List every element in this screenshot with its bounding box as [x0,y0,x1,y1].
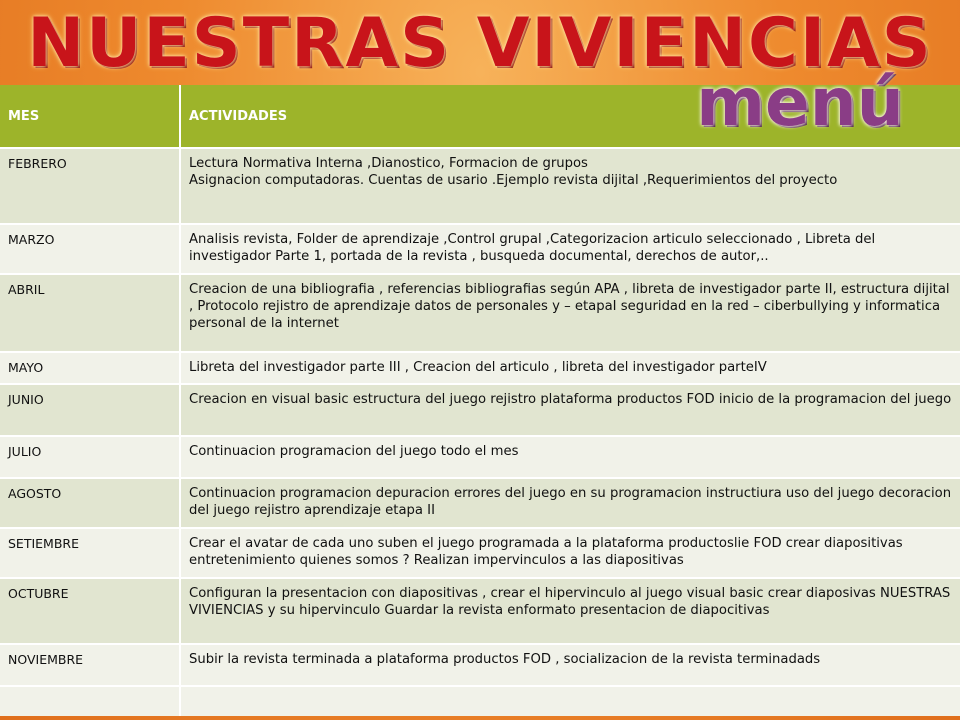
table-row [0,352,960,384]
activities-cell [180,528,960,578]
activities-cell [180,644,960,686]
month-cell: FEBRERO [0,148,180,224]
activity-text: Creacion en visual basic estructura del juego rejistro plataforma productos FOD inicio de la programacion del juego [189,392,952,407]
activities-cell [180,578,960,644]
activity-text: Creacion de una bibliografia , referencias bibliografias según APA , libreta de investigador parte II, estructura dijital , Protocolo rejistro de aprendizaje datos de personales y – etapaI seguridad en la red – ciberbullying y informatica personal de la internet [189,282,950,331]
activity-text: Analisis revista, Folder de aprendizaje ,Control grupal ,Categorizacion articulo seleccionado , Libreta del investigador Parte 1, portada de la revista , busqueda documental, derechos de autor,.. [189,232,876,264]
month-cell: MARZO [0,224,180,274]
month-cell: ABRIL [0,274,180,352]
activities-cell [180,148,960,224]
month-cell: JUNIO [0,384,180,436]
table-body [0,148,960,716]
table-row [0,274,960,352]
table-row [0,686,960,716]
table-row [0,436,960,478]
month-cell [0,686,180,716]
activities-cell [180,352,960,384]
activities-cell [180,384,960,436]
header-month: MES [0,85,180,148]
month-cell: OCTUBRE [0,578,180,644]
month-cell: SETIEMBRE [0,528,180,578]
activities-cell [180,274,960,352]
month-cell: AGOSTO [0,478,180,528]
activity-text: Crear el avatar de cada uno suben el juego programada a la plataforma productoslie FOD crear diapositivas entretenimiento quienes somos ? Realizan impervinculos a las diapositivas [189,536,903,568]
table-row [0,384,960,436]
menu-link[interactable]: menú [696,64,904,141]
table-row [0,578,960,644]
table-row [0,644,960,686]
activity-text: Configuran la presentacion con diapositivas , crear el hipervinculo al juego visual basic crear diaposivas NUESTRAS VIVIENCIAS y su hipervinculo Guardar la revista enformato presentacion de diapocitivas [189,586,951,618]
activities-cell [180,478,960,528]
activities-cell [180,224,960,274]
activity-text: Asignacion computadoras. Cuentas de usario .Ejemplo revista dijital ,Requerimientos del proyecto [189,173,838,188]
month-cell: MAYO [0,352,180,384]
activity-text: Continuacion programacion del juego todo el mes [189,444,519,459]
table-row [0,478,960,528]
month-cell: NOVIEMBRE [0,644,180,686]
page-title: NUESTRAS VIVIENCIAS [27,4,933,83]
activity-text: Lectura Normativa Interna ,Dianostico, Formacion de grupos [189,156,588,171]
table-row [0,528,960,578]
table-row [0,224,960,274]
activities-cell [180,436,960,478]
table-row [0,148,960,224]
activity-text: Libreta del investigador parte III , Creacion del articulo , libreta del investigador parteIV [189,360,767,375]
activities-table [0,85,960,716]
header-activities: ACTIVIDADES [180,85,960,148]
activities-cell [180,686,960,716]
activities-table-container [0,85,960,720]
activity-text: Subir la revista terminada a plataforma productos FOD , socializacion de la revista terminadads [189,652,821,667]
activity-text: Continuacion programacion depuracion errores del juego en su programacion instructiura uso del juego decoracion del juego rejistro aprendizaje etapa II [189,486,952,518]
month-cell: JULIO [0,436,180,478]
